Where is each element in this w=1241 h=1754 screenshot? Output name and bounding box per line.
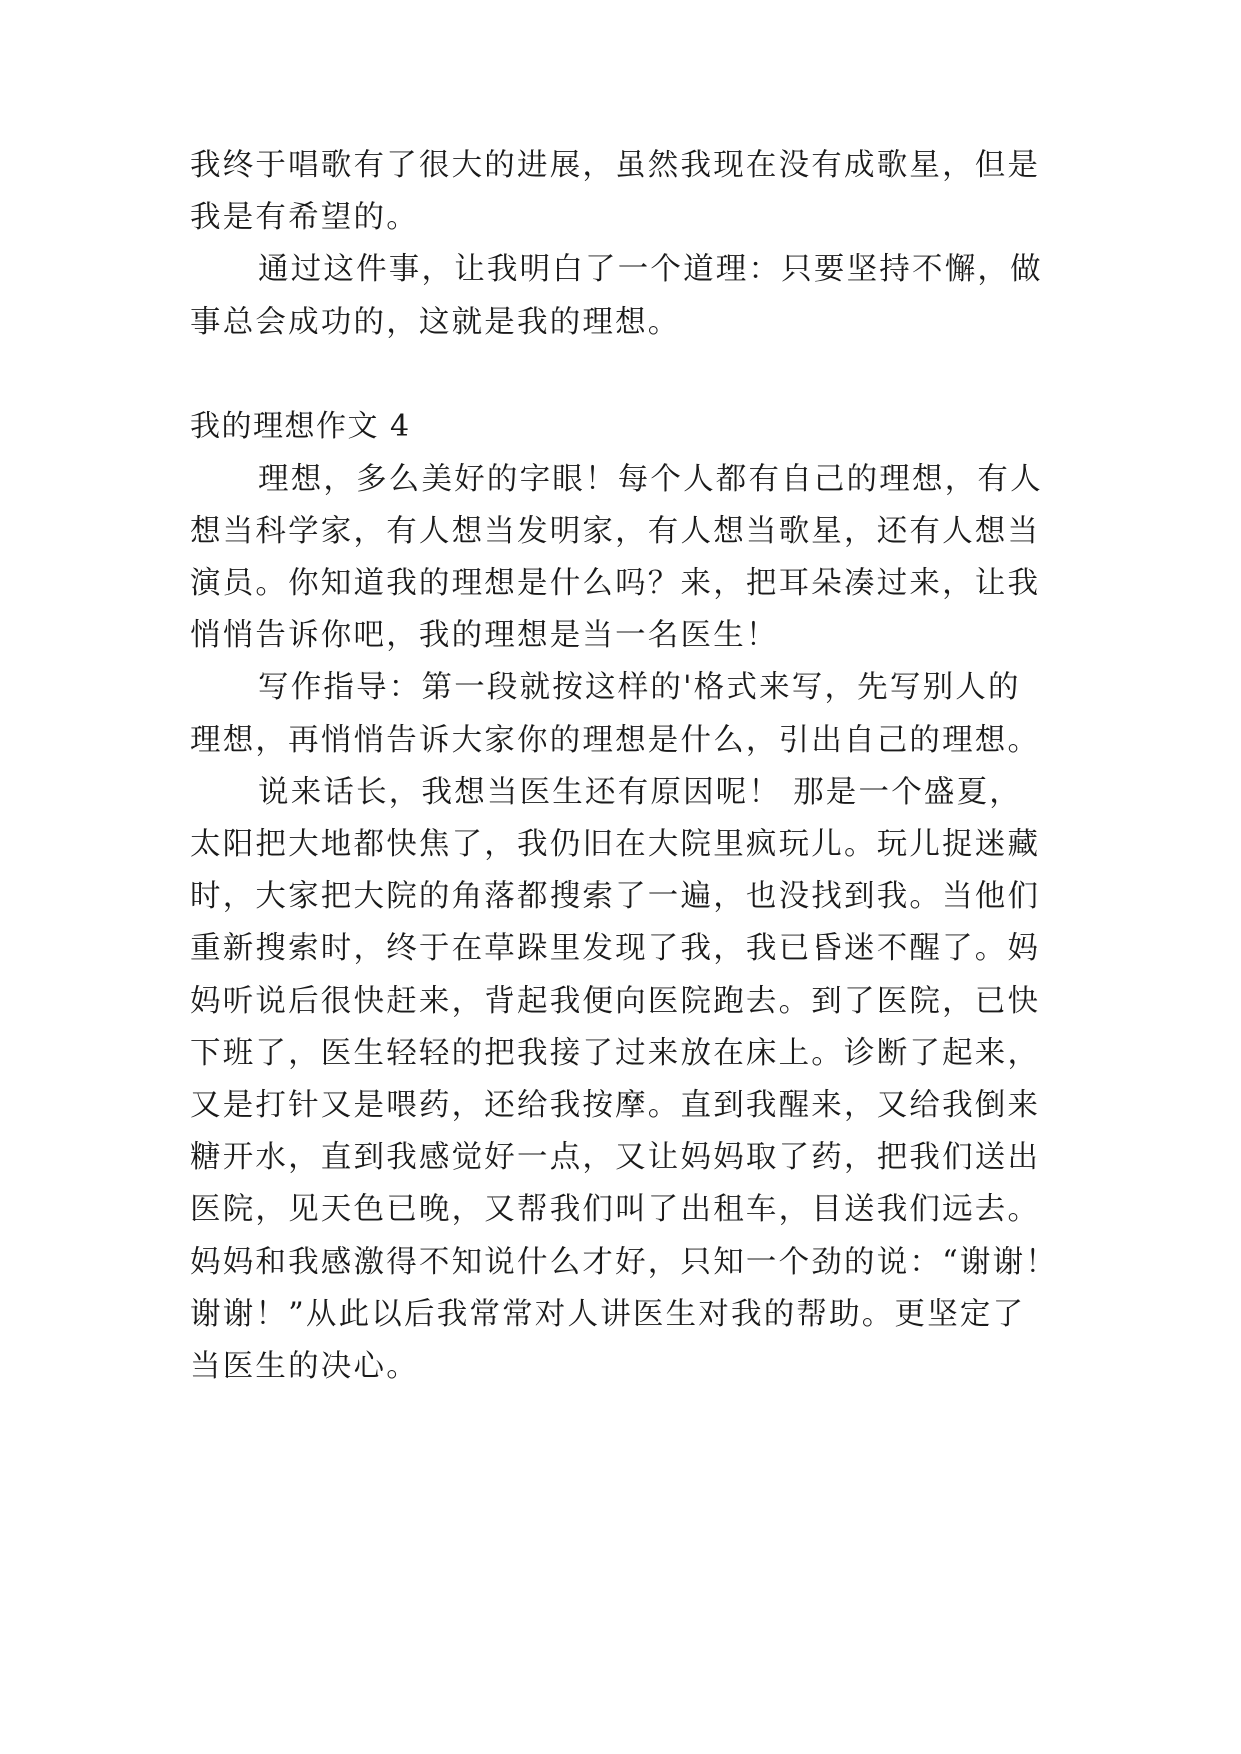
paragraph-line: 我终于唱歌有了很大的进展，虽然我现在没有成歌星，但是	[190, 148, 1041, 183]
paragraph-line: 妈听说后很快赶来，背起我便向医院跑去。到了医院，已快	[190, 984, 1041, 1019]
paragraph-line: 时，大家把大院的角落都搜索了一遍，也没找到我。当他们	[190, 879, 1041, 914]
paragraph-line: 医院，见天色已晚，又帮我们叫了出租车，目送我们远去。	[190, 1192, 1041, 1227]
paragraph-line: 演员。你知道我的理想是什么吗？来，把耳朵凑过来，让我	[190, 566, 1041, 601]
document-page	[190, 0, 1058, 1754]
paragraph-line: 妈妈和我感激得不知说什么才好，只知一个劲的说：“谢谢！	[190, 1245, 1058, 1280]
paragraph-line: 我是有希望的。	[190, 200, 419, 235]
paragraph-line: 又是打针又是喂药，还给我按摩。直到我醒来，又给我倒来	[190, 1088, 1041, 1123]
paragraph-line: 谢谢！”从此以后我常常对人讲医生对我的帮助。更坚定了	[190, 1297, 1026, 1332]
paragraph-line: 通过这件事，让我明白了一个道理：只要坚持不懈，做	[258, 252, 1043, 287]
paragraph-line: 理想，再悄悄告诉大家你的理想是什么，引出自己的理想。	[190, 723, 1041, 758]
paragraph-line: 悄悄告诉你吧，我的理想是当一名医生！	[190, 618, 779, 653]
section-title: 我的理想作文 4	[190, 409, 411, 444]
paragraph-line: 事总会成功的，这就是我的理想。	[190, 305, 681, 340]
paragraph-line: 写作指导：第一段就按这样的'格式来写，先写别人的	[258, 670, 1021, 705]
paragraph-line: 太阳把大地都快焦了，我仍旧在大院里疯玩儿。玩儿捉迷藏	[190, 827, 1041, 862]
paragraph-line: 重新搜索时，终于在草跺里发现了我，我已昏迷不醒了。妈	[190, 931, 1041, 966]
paragraph-line: 下班了，医生轻轻的把我接了过来放在床上。诊断了起来，	[190, 1036, 1041, 1071]
paragraph-line: 理想，多么美好的字眼！每个人都有自己的理想，有人	[258, 462, 1043, 497]
paragraph-line: 当医生的决心。	[190, 1349, 419, 1384]
paragraph-line: 糖开水，直到我感觉好一点，又让妈妈取了药，把我们送出	[190, 1140, 1041, 1175]
paragraph-line: 想当科学家，有人想当发明家，有人想当歌星，还有人想当	[190, 514, 1041, 549]
paragraph-line: 说来话长，我想当医生还有原因呢！ 那是一个盛夏，	[258, 775, 1022, 810]
